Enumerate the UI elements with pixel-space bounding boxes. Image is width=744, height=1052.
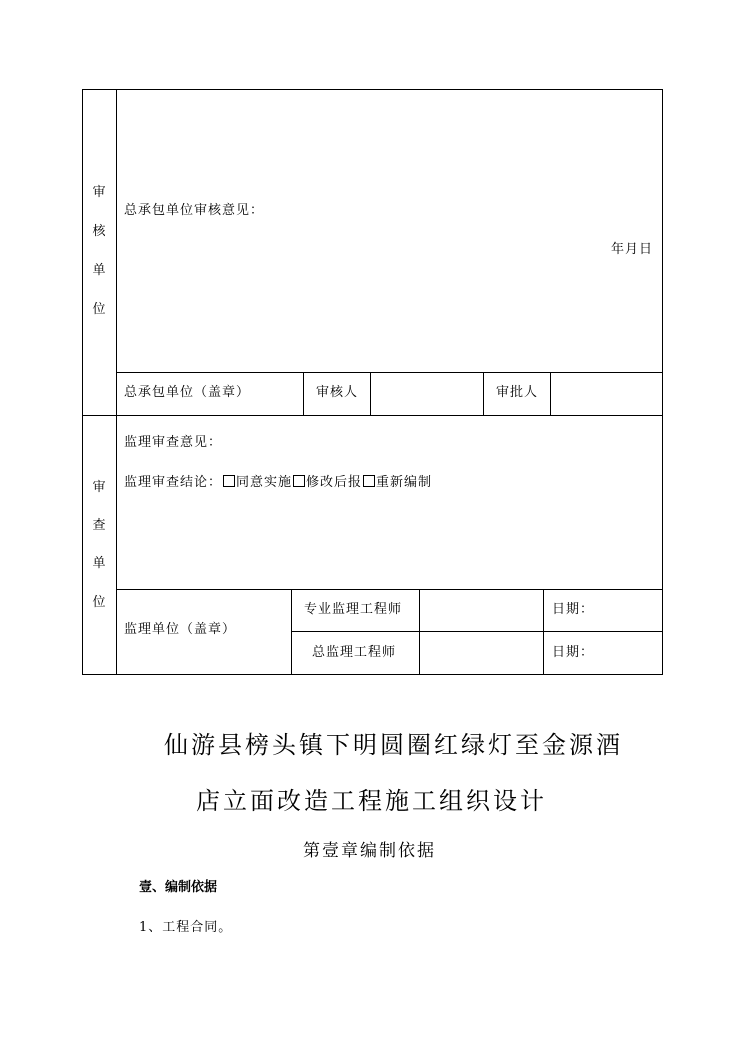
list-item: 1、工程合同。 bbox=[139, 920, 233, 935]
table-column-divider bbox=[116, 89, 117, 675]
table-border-bottom bbox=[82, 674, 663, 675]
side-char: 位 bbox=[92, 595, 106, 610]
side-char: 审 bbox=[92, 185, 106, 200]
side-char: 查 bbox=[92, 518, 106, 533]
revise-option-label: 修改后报 bbox=[306, 475, 363, 490]
table-border-right bbox=[662, 89, 663, 675]
inspection-unit-seal-label: 监理单位（盖章） bbox=[124, 622, 237, 637]
table-cell-divider bbox=[543, 589, 544, 675]
table-cell-divider bbox=[483, 372, 484, 415]
engineer-date-label: 日期： bbox=[552, 602, 595, 617]
side-char: 审 bbox=[92, 480, 106, 495]
table-row-divider bbox=[116, 589, 663, 590]
table-cell-divider bbox=[550, 372, 551, 415]
inspection-conclusion-row bbox=[124, 475, 432, 491]
review-unit-seal-label: 总承包单位（盖章） bbox=[124, 385, 251, 400]
redo-checkbox[interactable] bbox=[363, 475, 375, 487]
approve-option-label: 同意实施 bbox=[236, 475, 293, 490]
side-char: 位 bbox=[92, 302, 106, 317]
table-row-divider bbox=[116, 372, 663, 373]
engineer-label: 专业监理工程师 bbox=[304, 602, 403, 617]
table-border-left bbox=[82, 89, 83, 675]
section-heading: 壹、编制依据 bbox=[139, 880, 218, 895]
document-title-line-2: 店立面改造工程施工组织设计 bbox=[196, 787, 547, 815]
approver-label: 审批人 bbox=[496, 385, 539, 400]
table-section-divider bbox=[82, 415, 663, 416]
chapter-title: 第壹章编制依据 bbox=[303, 841, 436, 861]
table-cell-divider bbox=[419, 589, 420, 675]
chief-engineer-label: 总监理工程师 bbox=[312, 645, 397, 660]
review-opinion-label: 总承包单位审核意见： bbox=[124, 203, 265, 218]
review-date-text: 年月日 bbox=[611, 242, 654, 257]
revise-checkbox[interactable] bbox=[293, 475, 305, 487]
table-cell-divider bbox=[370, 372, 371, 415]
inspection-opinion-label: 监理审查意见： bbox=[124, 435, 223, 450]
conclusion-label: 监理审查结论： bbox=[124, 475, 223, 490]
side-char: 核 bbox=[92, 224, 106, 239]
redo-option-label: 重新编制 bbox=[376, 475, 433, 490]
reviewer-label: 审核人 bbox=[316, 385, 359, 400]
side-char: 单 bbox=[92, 263, 106, 278]
chief-engineer-date-label: 日期： bbox=[552, 645, 595, 660]
document-title-line-1: 仙游县榜头镇下明圆圈红绿灯至金源酒 bbox=[164, 731, 623, 759]
approve-checkbox[interactable] bbox=[223, 475, 235, 487]
table-border-top bbox=[82, 89, 663, 90]
side-char: 单 bbox=[92, 556, 106, 571]
table-row-divider bbox=[291, 631, 663, 632]
table-cell-divider bbox=[303, 372, 304, 415]
table-cell-divider bbox=[291, 589, 292, 675]
